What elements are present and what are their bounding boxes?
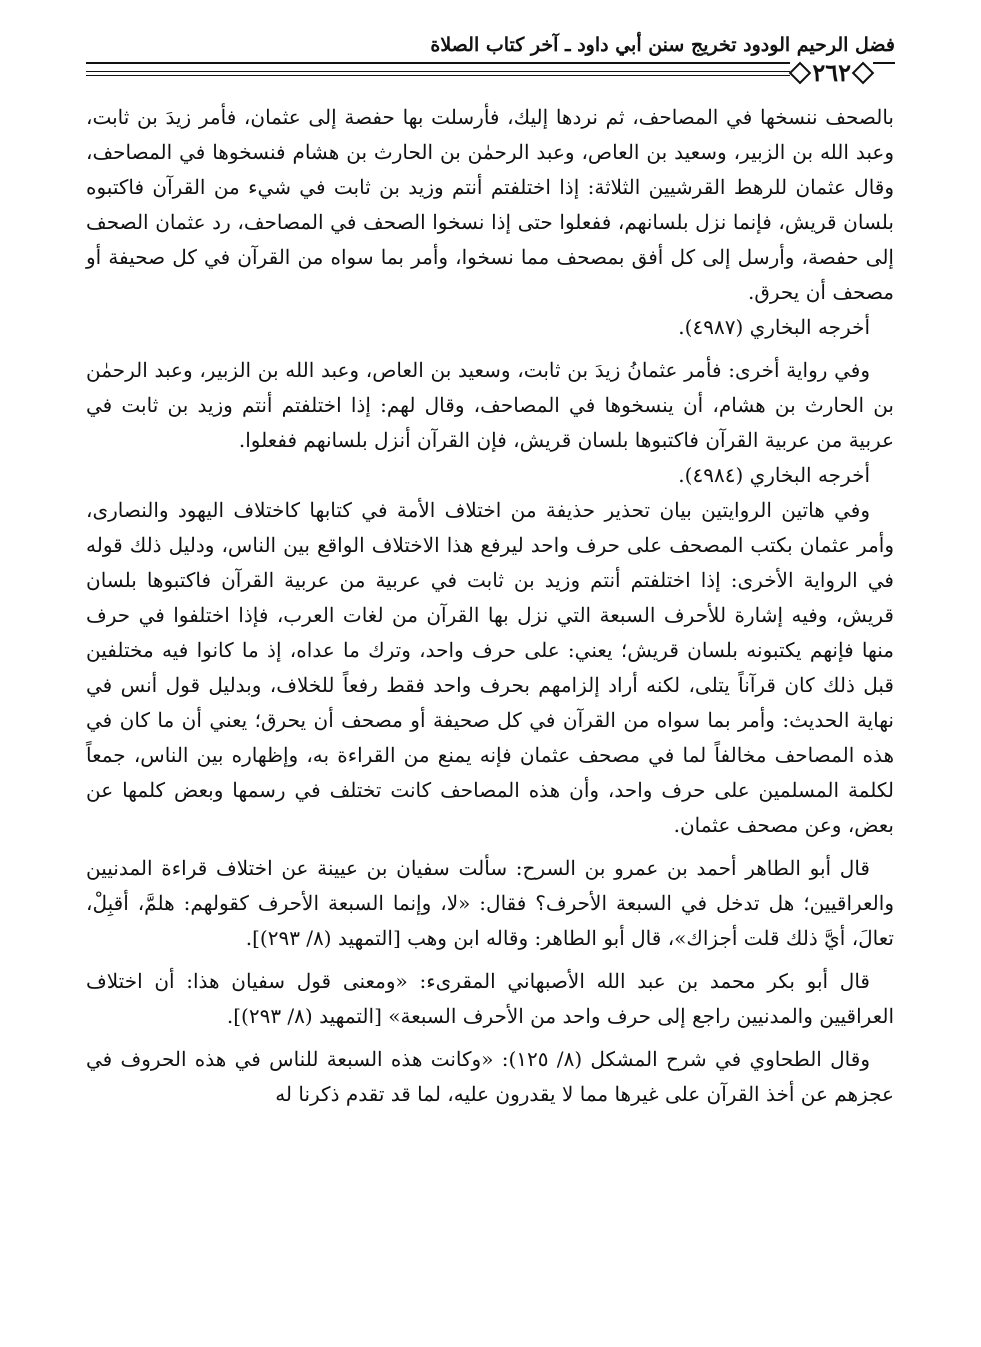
body-text [86, 100, 894, 1112]
ornament-line-bottom [86, 75, 866, 76]
ornament-line-top [86, 71, 866, 72]
paragraph-continuation: بالصحف ننسخها في المصاحف، ثم نردها إليك، فأرسلت بها حفصة إلى عثمان، فأمر زيدَ بن ثابت، وعبد الله بن الزبير، وسعيد بن العاص، وعبد الرحمٰن بن الحارث بن هشام فنسخوها في المصاحف، وقال عثمان للرهط القرشيين الثلاثة: إذا اختلفتم أنتم وزيد بن ثابت في شيء من القرآن فاكتبوه بلسان قريش، فإنما نزل بلسانهم، ففعلوا حتى إذا نسخوا الصحف في المصاحف، رد عثمان الصحف إلى حفصة، وأرسل إلى كل أفق بمصحف مما نسخوا، وأمر بما سواه من القرآن في كل صحيفة أو مصحف أن يحرق. [86, 105, 894, 304]
running-header [86, 30, 895, 60]
paragraph-explanation: وفي هاتين الروايتين بيان تحذير حذيفة من اختلاف الأمة في كتابها كاختلاف اليهود والنصارى، وأمر عثمان بكتب المصحف على حرف واحد ليرفع هذا الاختلاف الواقع بين الناس، ودليل ذلك قوله في الرواية الأخرى: إذا اختلفتم أنتم وزيد بن ثابت في عربية من عربية القرآن فاكتبوها بلسان قريش، وفيه إشارة للأحرف السبعة التي نزل بها القرآن من لغات العرب، فإذا اختلفوا في حرف منها فإنهم يكتبونه بلسان قريش؛ يعني: على حرف واحد، وترك ما عداه، إذ ما كانوا فيه مختلفين قبل ذلك كان قرآناً يتلى، لكنه أراد إلزامهم بحرف واحد فقط رفعاً للخلاف، وبدليل قول أنس في نهاية الحديث: وأمر بما سواه من القرآن في كل صحيفة أو مصحف أن يحرق؛ يعني أن ما كان في هذه المصاحف مخالفاً لما في مصحف عثمان فإنه يمنع من القراءة به، وإظهاره بين الناس، جمعاً لكلمة المسلمين على حرف واحد، وأن هذه المصاحف كانت تختلف في رسمها وبعض كلمها عن بعض، وعن مصحف عثمان. [86, 498, 894, 837]
paragraph-abu-al-tahir: قال أبو الطاهر أحمد بن عمرو بن السرح: سألت سفيان بن عيينة عن اختلاف قراءة المدنيين والعراقيين؛ هل تدخل في السبعة الأحرف؟ فقال: «لا، وإنما السبعة الأحرف كقولهم: هلمَّ، أقبِلْ، تعالَ، أيَّ ذلك قلت أجزاك»، قال أبو الطاهر: وقاله ابن وهب [التمهيد (٨/ ٢٩٣)]. [86, 856, 894, 950]
citation-bukhari-4984: أخرجه البخاري (٤٩٨٤). [678, 463, 870, 487]
paragraph-al-tahawi: وقال الطحاوي في شرح المشكل (٨/ ١٢٥): «وكانت هذه السبعة للناس في هذه الحروف في عجزهم عن أخذ القرآن على غيرها مما لا يقدرون عليه، لما قد تقدم ذكرنا له [86, 1047, 894, 1106]
paragraph-another-narration: وفي رواية أخرى: فأمر عثمانُ زيدَ بن ثابت، وسعيد بن العاص، وعبد الله بن الزبير، وعبد الرحمٰن بن الحارث بن هشام، أن ينسخوها في المصاحف، وقال لهم: إذا اختلفتم أنتم وزيد بن ثابت في عربية من عربية القرآن فاكتبوها بلسان قريش، فإن القرآن أنزل بلسانهم ففعلوا. [86, 358, 894, 452]
page-number-band [0, 58, 981, 94]
header-title: فضل الرحيم الودود تخريج سنن أبي داود ـ آخر كتاب الصلاة [430, 34, 895, 56]
citation-bukhari-4987: أخرجه البخاري (٤٩٨٧). [678, 315, 870, 339]
page-number: ٢٦٢ [790, 58, 873, 88]
paragraph-al-asbahani: قال أبو بكر محمد بن عبد الله الأصبهاني المقرىء: «ومعنى قول سفيان هذا: أن اختلاف العراقيين والمدنيين راجع إلى حرف واحد من الأحرف السبعة» [التمهيد (٨/ ٢٩٣)]. [86, 969, 894, 1028]
